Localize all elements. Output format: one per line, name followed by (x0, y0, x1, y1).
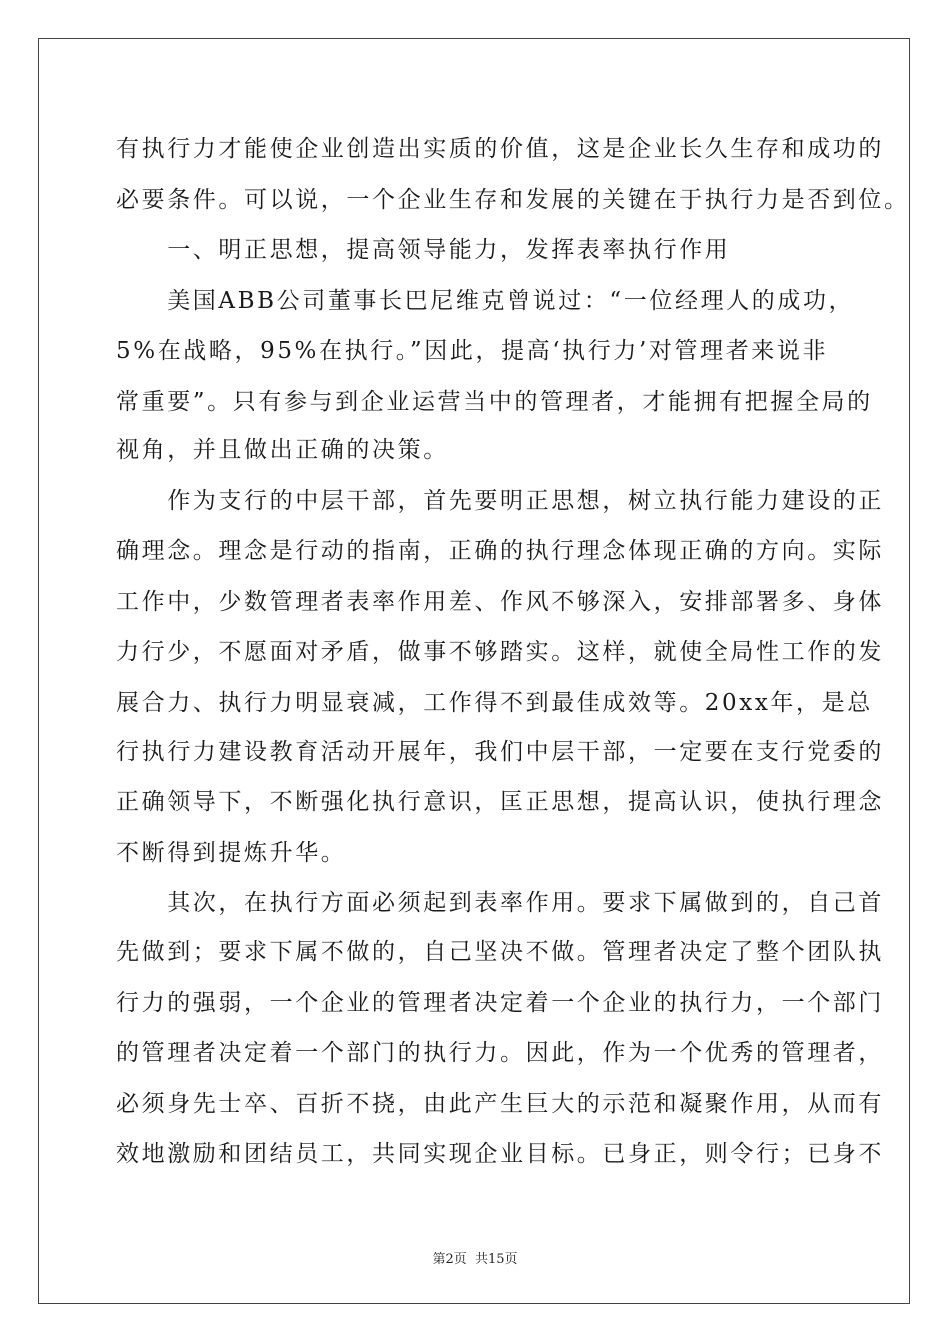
text-line: 行执行力建设教育活动开展年，我们中层干部，一定要在支行党委的 (116, 739, 884, 765)
text-line: 美国ABB公司董事长巴尼维克曾说过：“一位经理人的成功， (116, 288, 855, 314)
text-line: 展合力、执行力明显衰减，工作得不到最佳成效等。20xx年，是总 (116, 690, 873, 716)
text-line: 确理念。理念是行动的指南，正确的执行理念体现正确的方向。实际 (116, 538, 884, 564)
text-line: 正确领导下，不断强化执行意识，匡正思想，提高认识，使执行理念 (116, 789, 884, 815)
text-line: 不断得到提炼升华。 (116, 840, 347, 866)
page-footer (0, 1248, 950, 1267)
text-line: 必要条件。可以说，一个企业生存和发展的关键在于执行力是否到位。 (116, 187, 910, 213)
text-line: 必须身先士卒、百折不挠，由此产生巨大的示范和凝聚作用，从而有 (116, 1091, 884, 1117)
text-line: 行力的强弱，一个企业的管理者决定着一个企业的执行力，一个部门 (116, 990, 884, 1016)
text-line: 效地激励和团结员工，共同实现企业目标。已身正，则令行；已身不 (116, 1141, 884, 1167)
text-line: 先做到；要求下属不做的，自己坚决不做。管理者决定了整个团队执 (116, 939, 884, 965)
page-total: 共15页 (474, 1252, 518, 1267)
section-heading: 一、明正思想，提高领导能力，发挥表率执行作用 (116, 237, 731, 263)
text-line: 力行少，不愿面对矛盾，做事不够踏实。这样，就使全局性工作的发 (116, 639, 884, 665)
text-line: 工作中，少数管理者表率作用差、作风不够深入，安排部署多、身体 (116, 589, 884, 615)
text-line: 的管理者决定着一个部门的执行力。因此，作为一个优秀的管理者， (116, 1040, 884, 1066)
text-line: 作为支行的中层干部，首先要明正思想，树立执行能力建设的正 (116, 488, 884, 514)
text-line: 视角，并且做出正确的决策。 (116, 437, 449, 463)
text-line: 5%在战略，95%在执行。”因此，提高‘执行力’对管理者来说非 (116, 338, 829, 364)
text-line: 常重要”。只有参与到企业运营当中的管理者，才能拥有把握全局的 (116, 389, 873, 415)
text-line: 有执行力才能使企业创造出实质的价值，这是企业长久生存和成功的 (116, 136, 884, 162)
text-line: 其次，在执行方面必须起到表率作用。要求下属做到的，自己首 (116, 890, 884, 916)
page-number: 第2页 (432, 1252, 467, 1267)
